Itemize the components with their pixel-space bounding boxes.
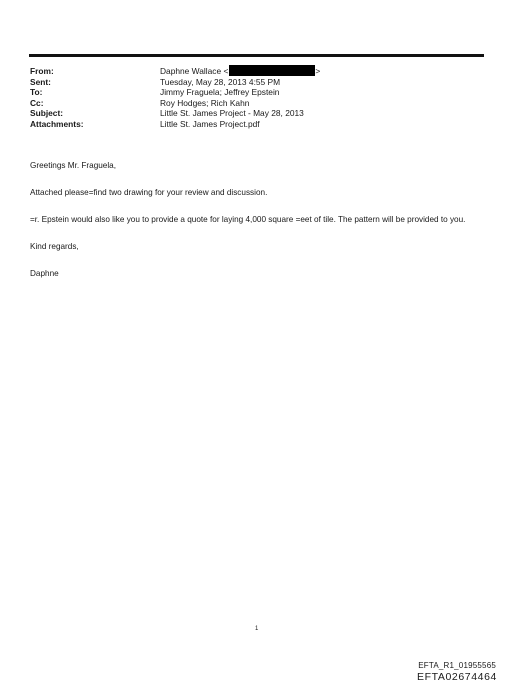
bates-number-small: EFTA_R1_01955565 — [418, 661, 496, 670]
from-label: From: — [30, 66, 54, 76]
signature: Daphne — [30, 269, 59, 278]
body-paragraph-2: =r. Epstein would also like you to provide a quote for laying 4,000 square =eet of tile. The pattern will be provided to you. — [30, 215, 466, 224]
from-value — [160, 66, 320, 77]
attachments-value: Little St. James Project.pdf — [160, 118, 260, 129]
body-paragraph-1: Attached please=find two drawing for your review and discussion. — [30, 188, 268, 197]
from-name: Daphne Wallace < — [160, 66, 229, 76]
bates-number-large: EFTA02674464 — [417, 671, 497, 683]
subject-row — [30, 108, 470, 119]
closing: Kind regards, — [30, 242, 79, 251]
from-close: > — [315, 66, 321, 76]
to-value: Jimmy Fraguela; Jeffrey Epstein — [160, 87, 280, 97]
sent-row — [30, 77, 470, 88]
cc-row — [30, 98, 470, 109]
cc-value: Roy Hodges; Rich Kahn — [160, 97, 250, 108]
email-body — [30, 160, 472, 295]
sent-label: Sent: — [30, 76, 51, 87]
from-row — [30, 66, 470, 77]
subject-label: Subject: — [30, 108, 64, 118]
email-header — [30, 66, 470, 129]
cc-label: Cc: — [30, 97, 44, 108]
attachments-label: Attachments: — [30, 118, 84, 129]
to-label: To: — [30, 87, 43, 97]
greeting: Greetings Mr. Fraguela, — [30, 161, 117, 170]
to-row — [30, 87, 470, 98]
attachments-row — [30, 119, 470, 130]
redaction-box — [229, 65, 315, 76]
page-number: 1 — [255, 626, 259, 632]
subject-value: Little St. James Project - May 28, 2013 — [160, 108, 304, 118]
sent-value: Tuesday, May 28, 2013 4:55 PM — [160, 76, 281, 87]
header-rule — [29, 54, 484, 57]
